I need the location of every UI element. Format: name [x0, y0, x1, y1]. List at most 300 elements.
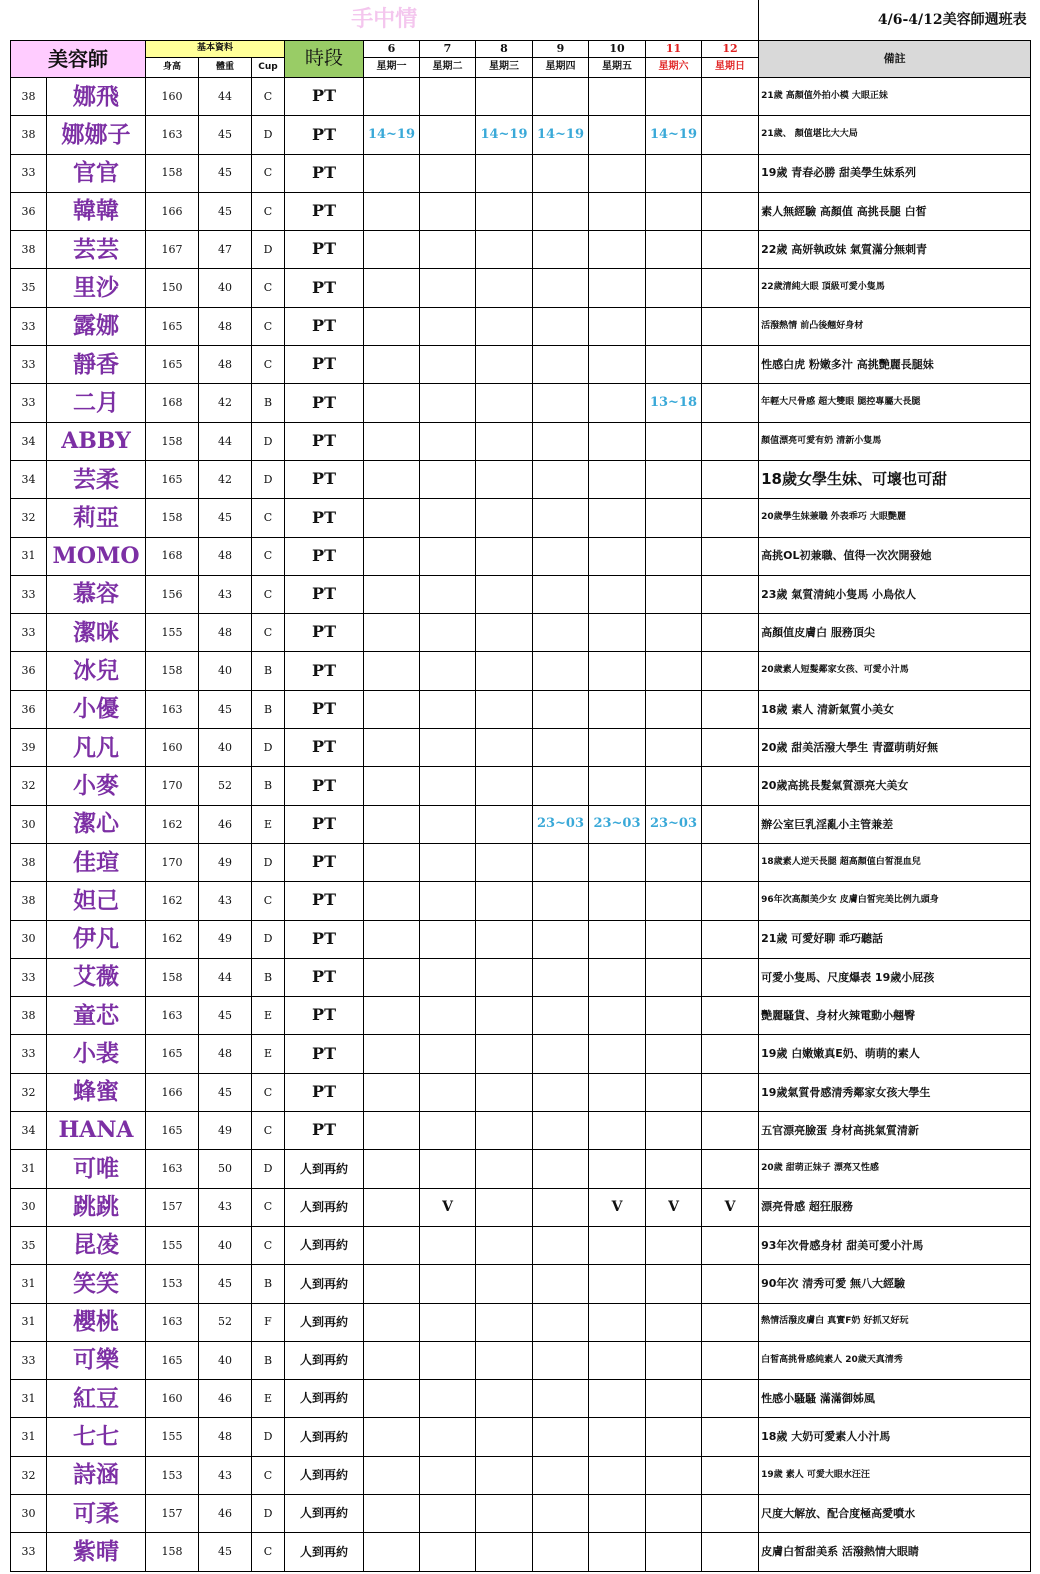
day-cell	[420, 1494, 476, 1532]
day-cell	[476, 537, 533, 575]
table-row	[11, 499, 1031, 537]
day-cell	[533, 460, 589, 498]
table-row	[11, 767, 1031, 805]
slot-cell: 人到再約	[285, 1188, 364, 1226]
day-cell	[364, 1418, 420, 1456]
beautician-name: 櫻桃	[47, 1303, 146, 1341]
cup-cell: C	[252, 78, 285, 116]
day-cell	[646, 499, 702, 537]
day-cell	[364, 269, 420, 307]
remarks-cell: 年輕大尺骨感 超大雙眼 腿控專屬大長腿	[759, 384, 1031, 422]
day-cell	[420, 154, 476, 192]
remarks-cell: 21歲、 顏值堪比大大局	[759, 116, 1031, 154]
day-cell	[646, 958, 702, 996]
day-cell	[533, 997, 589, 1035]
remarks-cell: 高顏值皮膚白 服務頂尖	[759, 614, 1031, 652]
table-row	[11, 307, 1031, 345]
weight-cell: 52	[199, 1303, 252, 1341]
day-cell	[420, 1150, 476, 1188]
age-cell: 31	[11, 1265, 47, 1303]
day-cell	[646, 920, 702, 958]
day-cell	[364, 460, 420, 498]
day-cell	[533, 1265, 589, 1303]
day-cell	[589, 652, 646, 690]
slot-cell: 人到再約	[285, 1341, 364, 1379]
day-cell	[364, 1226, 420, 1264]
table-row	[11, 1418, 1031, 1456]
day-cell	[646, 231, 702, 269]
slot-cell: PT	[285, 192, 364, 230]
day-cell	[533, 767, 589, 805]
height-cell: 162	[146, 882, 199, 920]
table-row	[11, 192, 1031, 230]
day-cell	[420, 767, 476, 805]
day-cell	[420, 805, 476, 843]
slot-cell: 人到再約	[285, 1380, 364, 1418]
slot-cell: PT	[285, 460, 364, 498]
cup-cell: D	[252, 843, 285, 881]
day-cell	[589, 231, 646, 269]
day-cell	[420, 537, 476, 575]
day-cell	[420, 575, 476, 613]
age-cell: 33	[11, 1341, 47, 1379]
day-cell	[533, 1226, 589, 1264]
cup-cell: C	[252, 346, 285, 384]
day-cell	[589, 997, 646, 1035]
cup-cell: D	[252, 920, 285, 958]
table-row	[11, 652, 1031, 690]
slot-cell: PT	[285, 346, 364, 384]
age-cell: 33	[11, 1533, 47, 1571]
day-cell	[364, 422, 420, 460]
day-cell	[702, 537, 759, 575]
weight-cell: 44	[199, 78, 252, 116]
cup-cell: C	[252, 882, 285, 920]
day-cell	[420, 422, 476, 460]
day-cell	[533, 422, 589, 460]
day-cell	[476, 690, 533, 728]
day-cell	[420, 269, 476, 307]
day-cell	[364, 78, 420, 116]
day-cell	[589, 958, 646, 996]
day-cell	[702, 1456, 759, 1494]
age-cell: 31	[11, 1303, 47, 1341]
day-cell	[646, 1035, 702, 1073]
day-cell	[702, 422, 759, 460]
beautician-rows	[11, 78, 1031, 1572]
age-cell: 30	[11, 805, 47, 843]
day-cell	[533, 499, 589, 537]
day-cell	[646, 154, 702, 192]
remarks-cell: 20歲 甜萌正妹子 漂亮又性感	[759, 1150, 1031, 1188]
height-cell: 165	[146, 460, 199, 498]
week-period: 4/6-4/12美容師週班表	[759, 0, 1031, 41]
day-cell	[533, 690, 589, 728]
day-cell	[476, 307, 533, 345]
day-cell	[702, 1226, 759, 1264]
cup-cell: D	[252, 231, 285, 269]
day-cell	[589, 1456, 646, 1494]
cup-cell: E	[252, 805, 285, 843]
weight-cell: 45	[199, 154, 252, 192]
day-cell	[702, 843, 759, 881]
day-cell	[646, 1112, 702, 1150]
height-cell: 157	[146, 1188, 199, 1226]
table-row	[11, 422, 1031, 460]
day-cell	[364, 1303, 420, 1341]
day-cell	[420, 307, 476, 345]
day-cell	[533, 920, 589, 958]
height-cell: 158	[146, 499, 199, 537]
cup-cell: D	[252, 729, 285, 767]
height-cell: 167	[146, 231, 199, 269]
beautician-name: 可樂	[47, 1341, 146, 1379]
height-cell: 160	[146, 729, 199, 767]
slot-cell: PT	[285, 499, 364, 537]
height-cell: 160	[146, 1380, 199, 1418]
age-cell: 33	[11, 575, 47, 613]
table-row	[11, 231, 1031, 269]
age-cell: 34	[11, 422, 47, 460]
height-cell: 165	[146, 1035, 199, 1073]
day-cell	[476, 614, 533, 652]
slot-cell: 人到再約	[285, 1533, 364, 1571]
day-cell	[533, 1303, 589, 1341]
day-cell	[476, 920, 533, 958]
weight-cell: 46	[199, 1380, 252, 1418]
day-cell	[702, 1112, 759, 1150]
beautician-name: 娜娜子	[47, 116, 146, 154]
day-cell	[476, 997, 533, 1035]
cup-cell: C	[252, 1112, 285, 1150]
beautician-name: 露娜	[47, 307, 146, 345]
slot-cell: 人到再約	[285, 1265, 364, 1303]
table-row	[11, 575, 1031, 613]
age-cell: 34	[11, 460, 47, 498]
day-name: 星期五	[589, 58, 646, 78]
table-row	[11, 346, 1031, 384]
remarks-cell: 尺度大解放、配合度極高愛噴水	[759, 1494, 1031, 1532]
beautician-name: 童芯	[47, 997, 146, 1035]
cup-cell: C	[252, 154, 285, 192]
day-cell	[420, 1380, 476, 1418]
day-number: 8	[476, 41, 533, 58]
day-cell	[476, 1303, 533, 1341]
basic-info-header: 基本資料	[146, 41, 285, 58]
slot-cell: PT	[285, 614, 364, 652]
day-cell	[702, 614, 759, 652]
cup-cell: E	[252, 1035, 285, 1073]
day-cell	[364, 729, 420, 767]
day-name: 星期三	[476, 58, 533, 78]
height-cell: 163	[146, 690, 199, 728]
age-cell: 35	[11, 1226, 47, 1264]
weight-cell: 48	[199, 346, 252, 384]
day-cell	[702, 1494, 759, 1532]
day-cell	[533, 231, 589, 269]
beautician-name: 伊凡	[47, 920, 146, 958]
cup-header: Cup	[252, 58, 285, 78]
day-cell	[364, 231, 420, 269]
height-cell: 163	[146, 1150, 199, 1188]
day-cell	[420, 729, 476, 767]
day-cell	[533, 1456, 589, 1494]
day-number: 12	[702, 41, 759, 58]
remarks-cell: 93年次骨感身材 甜美可愛小汁馬	[759, 1226, 1031, 1264]
height-cell: 158	[146, 422, 199, 460]
day-cell	[702, 307, 759, 345]
day-cell	[589, 1341, 646, 1379]
table-row	[11, 690, 1031, 728]
day-cell	[702, 1303, 759, 1341]
day-name: 星期六	[646, 58, 702, 78]
remarks-cell: 活潑熱情 前凸後翹好身材	[759, 307, 1031, 345]
weight-cell: 45	[199, 1265, 252, 1303]
beautician-name: 七七	[47, 1418, 146, 1456]
day-cell	[702, 958, 759, 996]
height-cell: 170	[146, 767, 199, 805]
weight-cell: 44	[199, 422, 252, 460]
age-cell: 32	[11, 499, 47, 537]
day-cell	[364, 690, 420, 728]
table-row	[11, 116, 1031, 154]
remarks-cell: 18歲素人逆天長腿 超高顏值白皙混血兒	[759, 843, 1031, 881]
beautician-name: 里沙	[47, 269, 146, 307]
weight-cell: 44	[199, 958, 252, 996]
day-cell	[364, 920, 420, 958]
day-cell	[589, 729, 646, 767]
day-number: 9	[533, 41, 589, 58]
day-cell	[533, 575, 589, 613]
day-cell	[533, 1150, 589, 1188]
day-cell	[476, 1112, 533, 1150]
height-cell: 163	[146, 1303, 199, 1341]
remarks-cell: 19歲 素人 可愛大眼水汪汪	[759, 1456, 1031, 1494]
table-row	[11, 920, 1031, 958]
day-cell	[533, 1073, 589, 1111]
beautician-name: 二月	[47, 384, 146, 422]
beautician-name: 紅豆	[47, 1380, 146, 1418]
day-cell	[476, 652, 533, 690]
height-cell: 160	[146, 78, 199, 116]
day-cell	[702, 384, 759, 422]
table-row	[11, 1265, 1031, 1303]
day-name: 星期二	[420, 58, 476, 78]
slot-cell: PT	[285, 920, 364, 958]
day-cell	[476, 575, 533, 613]
day-cell	[364, 997, 420, 1035]
day-cell	[533, 1494, 589, 1532]
remarks-cell: 22歲 高妍執政妹 氣質滿分無刺青	[759, 231, 1031, 269]
beautician-name: 潔心	[47, 805, 146, 843]
slot-cell: PT	[285, 997, 364, 1035]
day-cell	[364, 1150, 420, 1188]
beautician-name: MOMO	[47, 537, 146, 575]
day-cell	[702, 269, 759, 307]
day-cell	[476, 460, 533, 498]
day-cell	[364, 1073, 420, 1111]
weight-cell: 48	[199, 1418, 252, 1456]
day-cell	[589, 1380, 646, 1418]
height-cell: 158	[146, 958, 199, 996]
remarks-cell: 皮膚白皙甜美系 活潑熱情大眼睛	[759, 1533, 1031, 1571]
day-cell: V	[702, 1188, 759, 1226]
day-cell	[646, 1494, 702, 1532]
remarks-cell: 90年次 清秀可愛 無八大經驗	[759, 1265, 1031, 1303]
remarks-cell: 18歲 素人 清新氣質小美女	[759, 690, 1031, 728]
table-row	[11, 997, 1031, 1035]
day-cell: 14~19	[533, 116, 589, 154]
table-row	[11, 1226, 1031, 1264]
day-cell	[533, 192, 589, 230]
day-cell	[646, 652, 702, 690]
day-cell	[646, 614, 702, 652]
day-cell	[589, 269, 646, 307]
weight-cell: 45	[199, 192, 252, 230]
table-row	[11, 1035, 1031, 1073]
cup-cell: B	[252, 1341, 285, 1379]
day-cell	[702, 231, 759, 269]
day-cell	[364, 767, 420, 805]
age-cell: 36	[11, 690, 47, 728]
height-cell: 155	[146, 1418, 199, 1456]
remarks-cell: 23歲 氣質清純小隻馬 小鳥依人	[759, 575, 1031, 613]
day-cell	[420, 958, 476, 996]
day-cell	[702, 882, 759, 920]
day-cell	[476, 1226, 533, 1264]
day-cell	[589, 575, 646, 613]
weight-cell: 45	[199, 499, 252, 537]
weight-cell: 40	[199, 269, 252, 307]
day-cell	[533, 154, 589, 192]
table-row	[11, 269, 1031, 307]
age-cell: 33	[11, 1035, 47, 1073]
height-cell: 158	[146, 652, 199, 690]
table-row	[11, 537, 1031, 575]
remarks-cell: 白皙高挑骨感純素人 20歲天真清秀	[759, 1341, 1031, 1379]
height-cell: 153	[146, 1456, 199, 1494]
day-cell	[420, 920, 476, 958]
age-cell: 38	[11, 997, 47, 1035]
height-cell: 157	[146, 1494, 199, 1532]
remarks-cell: 22歲清純大眼 頂級可愛小隻馬	[759, 269, 1031, 307]
day-cell	[476, 1380, 533, 1418]
height-cell: 162	[146, 805, 199, 843]
height-cell: 165	[146, 307, 199, 345]
day-cell	[702, 499, 759, 537]
day-cell	[420, 997, 476, 1035]
day-cell	[646, 1150, 702, 1188]
slot-cell: PT	[285, 652, 364, 690]
remarks-cell: 顏值漂亮可愛有奶 清新小隻馬	[759, 422, 1031, 460]
day-cell	[476, 1265, 533, 1303]
table-row	[11, 729, 1031, 767]
day-cell	[646, 537, 702, 575]
day-cell	[589, 1303, 646, 1341]
beautician-name: 小優	[47, 690, 146, 728]
day-cell	[646, 1456, 702, 1494]
day-cell	[702, 1035, 759, 1073]
cup-cell: D	[252, 1150, 285, 1188]
slot-cell: PT	[285, 307, 364, 345]
day-cell	[420, 1265, 476, 1303]
remarks-cell: 18歲 大奶可愛素人小汁馬	[759, 1418, 1031, 1456]
height-cell: 166	[146, 192, 199, 230]
age-cell: 30	[11, 1188, 47, 1226]
day-cell	[364, 614, 420, 652]
day-cell	[364, 843, 420, 881]
age-cell: 31	[11, 537, 47, 575]
remarks-cell: 20歲素人短髮鄰家女孩、可愛小汁馬	[759, 652, 1031, 690]
weight-cell: 48	[199, 1035, 252, 1073]
day-cell	[476, 231, 533, 269]
slot-cell: PT	[285, 1073, 364, 1111]
day-cell	[646, 1265, 702, 1303]
day-cell	[420, 1112, 476, 1150]
height-cell: 165	[146, 1112, 199, 1150]
day-cell	[646, 346, 702, 384]
day-cell: 13~18	[646, 384, 702, 422]
day-cell	[476, 346, 533, 384]
day-cell: 14~19	[646, 116, 702, 154]
weight-cell: 52	[199, 767, 252, 805]
remarks-cell: 熱情活潑皮膚白 真實F奶 好抓又好玩	[759, 1303, 1031, 1341]
day-cell	[589, 882, 646, 920]
slot-cell: PT	[285, 231, 364, 269]
day-cell	[420, 1303, 476, 1341]
table-row	[11, 1380, 1031, 1418]
age-cell: 33	[11, 346, 47, 384]
slot-cell: PT	[285, 958, 364, 996]
weight-cell: 40	[199, 729, 252, 767]
age-cell: 33	[11, 958, 47, 996]
day-cell	[646, 729, 702, 767]
day-cell	[702, 1265, 759, 1303]
day-cell	[589, 1226, 646, 1264]
day-cell	[476, 1456, 533, 1494]
day-cell	[420, 460, 476, 498]
remarks-cell: 20歲 甜美活潑大學生 青澀萌萌好無	[759, 729, 1031, 767]
day-cell	[364, 1341, 420, 1379]
weight-cell: 50	[199, 1150, 252, 1188]
day-cell: 14~19	[476, 116, 533, 154]
day-cell	[476, 805, 533, 843]
day-cell	[702, 575, 759, 613]
beautician-name: 艾薇	[47, 958, 146, 996]
slot-cell: PT	[285, 1035, 364, 1073]
age-cell: 32	[11, 1456, 47, 1494]
beautician-name: 慕容	[47, 575, 146, 613]
remarks-cell: 20歲高挑長髮氣質漂亮大美女	[759, 767, 1031, 805]
cup-cell: C	[252, 307, 285, 345]
beautician-name: 笑笑	[47, 1265, 146, 1303]
remarks-cell: 素人無經驗 高顏值 高挑長腿 白皙	[759, 192, 1031, 230]
day-cell	[702, 346, 759, 384]
day-cell	[420, 1533, 476, 1571]
beautician-name: 可柔	[47, 1494, 146, 1532]
day-cell	[589, 307, 646, 345]
beautician-name: 佳瑄	[47, 843, 146, 881]
day-cell	[533, 269, 589, 307]
day-cell	[420, 1418, 476, 1456]
weight-cell: 45	[199, 997, 252, 1035]
day-cell	[476, 78, 533, 116]
cup-cell: D	[252, 1494, 285, 1532]
weight-cell: 45	[199, 1073, 252, 1111]
table-row	[11, 1073, 1031, 1111]
day-cell	[533, 1035, 589, 1073]
day-cell	[364, 192, 420, 230]
